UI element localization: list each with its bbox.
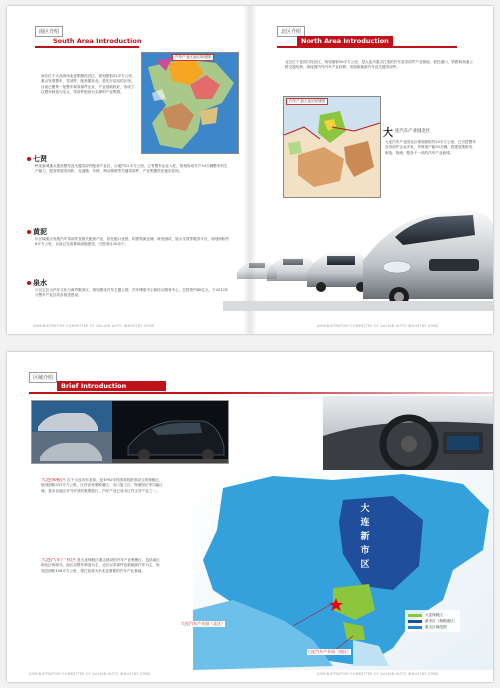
south-map-graphic [142, 53, 238, 153]
brief-para-1-body: 位于大连市东北部，是1992年经国务院批准设立的保税区，规划面积251平方公里，区内设有保税港区、出口加工区、物流园区等功能区域，是东北地区对外开放的重要窗口，汽车产业已成为区内主导产业之一。 [41, 478, 163, 493]
bullet-icon [27, 157, 31, 161]
map-label-north: 大连汽车产业园（北区） [181, 621, 225, 626]
map-vertical-label [359, 502, 371, 572]
brief-tag: 区域介绍 [29, 372, 57, 383]
brief-para-2-head: 大连汽车产业区 [41, 558, 77, 563]
south-section-2-head: 黄泥 [33, 227, 47, 236]
south-map [141, 52, 239, 154]
legend-swatch-blue [408, 626, 422, 629]
car-lineup-image [223, 201, 493, 311]
legend-label: 新市区（保税港区） [425, 618, 458, 623]
south-map-caption: 汽车产业区南区规划图 [172, 54, 214, 61]
south-intro: 南区位于大连湾西北部旅顺经济区，规划面积52平方公里，重点发展整车、零部件、配套服务业，是先行启动的区块。目前已聚集一批整车和零部件企业，产业基础较好，形成了以整车制造为龙头、零部件配套为支撑的产业集群。 [41, 74, 136, 95]
north-tag: 北区介绍 [277, 26, 305, 37]
north-sub-big: 大 [383, 128, 393, 139]
map-vertical-char: 新 [360, 532, 370, 542]
car-photo-graphic [32, 401, 228, 463]
brochure-spread-2 [7, 352, 493, 682]
north-sub-body: 大连汽车产业园北区规划面积约20平方公里，已引进整车及零部件企业多家，年规划产能30万辆，将建成集研发、制造、物流、服务于一体的汽车产业新城。 [385, 140, 476, 155]
legend-swatch-dark-blue [408, 620, 422, 623]
north-title-underline [277, 46, 457, 48]
map-vertical-char: 区 [360, 560, 370, 570]
dashboard-graphic [323, 396, 493, 474]
south-title-underline [35, 46, 139, 48]
brochure-spread-1 [7, 6, 493, 334]
bullet-icon [27, 230, 31, 234]
legend-label: 大连保税区 [425, 612, 443, 617]
footer-right: ADMINISTRATIVE COMMITTEE OF DALIAN AUTO INDUSTRY ZONE [317, 324, 439, 328]
map-vertical-char: 大 [360, 504, 370, 514]
south-section-3-head: 泉水 [33, 278, 47, 287]
brief-para-2 [41, 558, 163, 648]
footer-left-2: ADMINISTRATIVE COMMITTEE OF DALIAN AUTO INDUSTRY ZONE [29, 672, 151, 676]
south-section-1-head: 七贤 [33, 154, 47, 163]
legend-label: 重点区域范围 [425, 624, 447, 629]
north-map [283, 96, 381, 198]
footer-right-2: ADMINISTRATIVE COMMITTEE OF DALIAN AUTO INDUSTRY ZONE [317, 672, 439, 676]
south-section-2-body: 川区域重点发展汽车零部件及相关配套产业，依托港口优势，构建物流仓储、研发测试、展示交易等服务平台，规划面积约8平方公里，目前已完成基础设施建设，引进项目20余个。 [35, 237, 230, 247]
map-vertical-char: 市 [360, 546, 370, 556]
footer-left: ADMINISTRATIVE COMMITTEE OF DALIAN AUTO INDUSTRY ZONE [33, 324, 155, 328]
brief-para-1-head: 大连保税区 [41, 478, 67, 483]
north-map-caption: 汽车产业区北区规划图 [286, 98, 328, 105]
brief-title: Brief Introduction [57, 381, 166, 391]
north-sub-title: 连汽车产业园北区 [395, 129, 431, 134]
north-map-graphic [284, 97, 380, 197]
south-section-3-body: 片区定位为汽车文化与商贸服务区，规划建设汽车主题公园、汽车博览中心和综合服务中心，总投资约40亿元，于2012年与整车产业区同步推进建设。 [35, 288, 229, 298]
map-label-south: 大连汽车产业园（南区） [307, 649, 351, 654]
legend-swatch-green [408, 614, 422, 617]
map-vertical-char: 连 [360, 518, 370, 528]
brief-para-2-body: 是大连保税区重点建设的汽车产业集聚区，包括南区和北区两部分。南区以整车制造为主，北区以零部件及新能源汽车为主，规划总面积108平方公里，将打造成为东北亚重要的汽车产业基地。 [41, 558, 160, 573]
brief-para-1 [41, 478, 163, 548]
south-tag: 南区介绍 [35, 26, 63, 37]
south-title: South Area Introduction [53, 37, 142, 45]
bullet-icon [27, 281, 31, 285]
brief-title-underline [29, 392, 493, 394]
north-intro: 北区位于花园口经济区，规划面积56平方公里，是大连市重点打造的汽车及零部件产业基地，依托港口、铁路和高速公路交通优势，承接国内外汽车产业转移，发展新能源汽车及关键零部件。 [285, 60, 473, 70]
south-section-1-body: 岭北新城重点建设整车及关键零部件配套产业区，占地约12平方公里，已有整车企业入驻，规划形成年产30万辆整车的生产能力，配套发展发动机、变速箱、车桥、制动系统等关键零部件，产业集聚效应逐步显现。 [35, 164, 228, 174]
legend-item [408, 624, 457, 630]
region-map [193, 470, 493, 670]
car-photo-strip [31, 400, 229, 464]
dashboard-photo [323, 396, 493, 474]
north-title: North Area Introduction [297, 36, 393, 46]
map-legend [405, 610, 460, 632]
